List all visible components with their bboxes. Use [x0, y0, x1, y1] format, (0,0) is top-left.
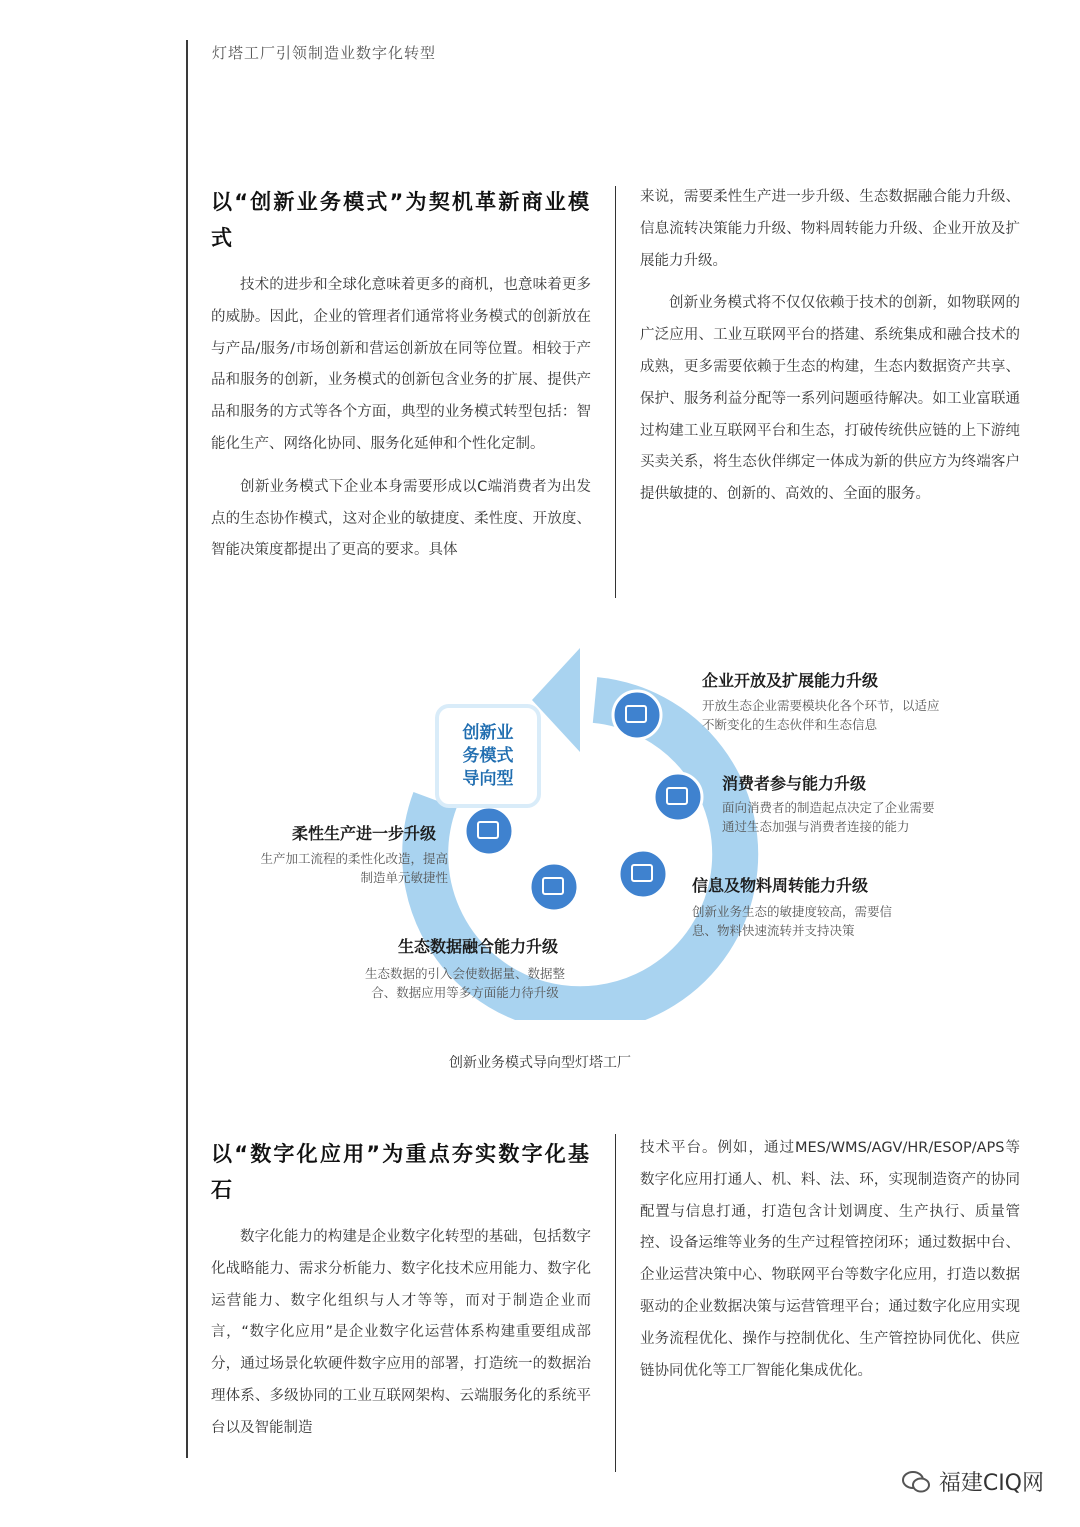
feature-title-2: 消费者参与能力升级 — [722, 774, 867, 793]
section1-paragraph-3: 来说，需要柔性生产进一步升级、生态数据融合能力升级、信息流转决策能力升级、物料周转能力升级、企业开放及扩展能力升级。 — [640, 189, 1020, 269]
column-divider — [615, 186, 616, 598]
section2-left-column — [211, 1136, 591, 1456]
business-model-diagram — [250, 640, 970, 1020]
section1-left-column — [211, 184, 591, 578]
section1-paragraph-4: 创新业务模式将不仅仅依赖于技术的创新，如物联网的广泛应用、工业互联网平台的搭建、系统集成和融合技术的成熟，更多需要依赖于生态的构建，生态内数据资产共享、保护、服务利益分配等一系列问题亟待解决。如工业富联通过构建工业互联网平台和生态，打破传统供应链的上下游纯买卖关系，将生态伙伴绑定一体成为新的供应方为终端客户提供敏捷的、创新的、高效的、全面的服务。 — [640, 295, 1020, 503]
feature-desc-2: 面向消费者的制造起点决定了企业需要通过生态加强与消费者连接的能力 — [722, 800, 935, 834]
wechat-icon — [901, 1470, 931, 1494]
center-label — [435, 704, 541, 808]
footer-logo-text: 福建CIQ网 — [938, 1471, 1044, 1496]
feature-desc-4: 生态数据的引入会使数据量、数据整合、数据应用等多方面能力待升级 — [364, 966, 565, 1000]
left-margin-rule — [186, 40, 188, 1458]
section2-title: 以“数字化应用”为重点夯实数字化基石 — [211, 1142, 591, 1202]
figure-caption: 创新业务模式导向型灯塔工厂 — [449, 1055, 631, 1071]
node-icon-4 — [530, 863, 578, 911]
node-icon-5 — [465, 807, 513, 855]
center-label-text: 创新业 务模式 导向型 — [462, 722, 514, 789]
feature-desc-5: 生产加工流程的柔性化改造，提高制造单元敏捷性 — [260, 851, 448, 885]
section1-paragraph-2: 创新业务模式下企业本身需要形成以C端消费者为出发点的生态协作模式，这对企业的敏捷度、柔性度、开放度、智能决策度都提出了更高的要求。具体 — [211, 478, 591, 559]
running-header: 灯塔工厂引领制造业数字化转型 — [212, 44, 437, 62]
node-icon-3 — [619, 850, 667, 898]
node-icon-1 — [613, 691, 661, 739]
feature-title-5: 柔性生产进一步升级 — [292, 824, 437, 843]
footer-logo — [901, 1466, 1044, 1497]
feature-desc-1: 开放生态企业需要模块化各个环节，以适应不断变化的生态伙伴和生态信息 — [702, 698, 940, 732]
column-divider-2 — [615, 1134, 616, 1472]
section2-right-column — [640, 1133, 1020, 1398]
node-icon-2 — [654, 773, 702, 821]
section1-title: 以“创新业务模式”为契机革新商业模式 — [211, 190, 591, 250]
section1-right-column — [640, 182, 1020, 522]
feature-desc-3: 创新业务生态的敏捷度较高，需要信息、物料快速流转并支持决策 — [692, 904, 893, 938]
feature-title-3: 信息及物料周转能力升级 — [692, 876, 869, 895]
section2-paragraph-2: 技术平台。例如，通过MES/WMS/AGV/HR/ESOP/APS等数字化应用打通人、机、料、法、环，实现制造资产的协同配置与信息打通，打造包含计划调度、生产执行、质量管控、设备运维等业务的生产过程管控闭环；通过数据中台、企业运营决策中心、物联网平台等数字化应用，打造以数据驱动的企业数据决策与运营管理平台；通过数字化应用实现业务流程优化、操作与控制优化、生产管控协同优化、供应链协同优化等工厂智能化集成优化。 — [640, 1140, 1020, 1379]
section2-paragraph-1: 数字化能力的构建是企业数字化转型的基础，包括数字化战略能力、需求分析能力、数字化技术应用能力、数字化运营能力、数字化组织与人才等等，而对于制造企业而言，“数字化应用”是企业数字化运营体系构建重要组成部分，通过场景化软硬件数字应用的部署，打造统一的数据治理体系、多级协同的工业互联网架构、云端服务化的系统平台以及智能制造 — [211, 1229, 591, 1436]
section1-paragraph-1: 技术的进步和全球化意味着更多的商机，也意味着更多的威胁。因此，企业的管理者们通常将业务模式的创新放在与产品/服务/市场创新和营运创新放在同等位置。相较于产品和服务的创新，业务模式的创新包含业务的扩展、提供产品和服务的方式等各个方面，典型的业务模式转型包括：智能化生产、网络化协同、服务化延伸和个性化定制。 — [211, 277, 591, 452]
feature-title-1: 企业开放及扩展能力升级 — [702, 671, 879, 690]
feature-title-4: 生态数据融合能力升级 — [398, 937, 559, 956]
